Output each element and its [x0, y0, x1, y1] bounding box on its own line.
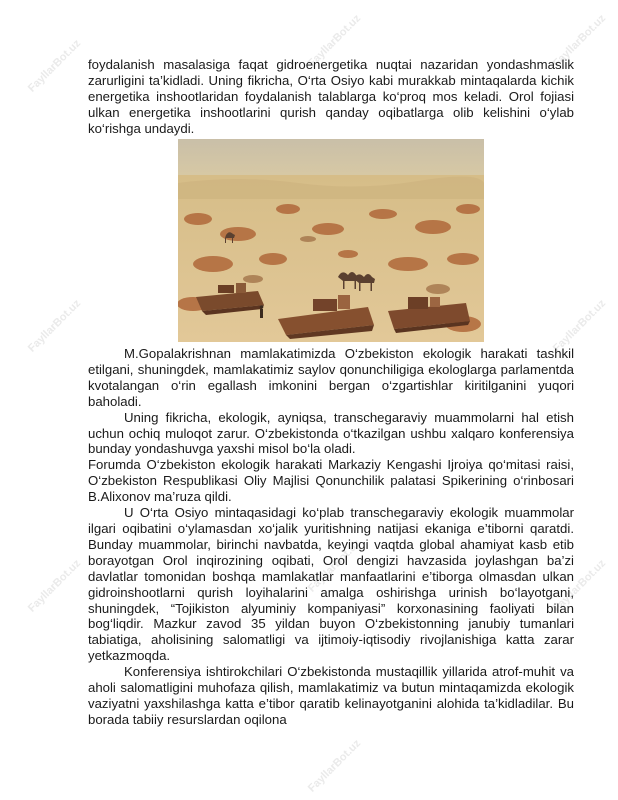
paragraph: Forumda O‘zbekiston ekologik harakati Markaziy Kengashi Ijroiya qo‘mitasi raisi, O‘zbekiston Respublikasi Oliy Majlisi Qonunchilik palatasi Spikerining o‘rinbosari B.Alixonov ma’ruza qildi.: [88, 457, 574, 505]
paragraph: Konferensiya ishtirokchilari O‘zbekistonda mustaqillik yillarida atrof-muhit va aholi salomatligini muhofaza qilish, mamlakatimiz va butun mintaqamizda ekologik vaziyatni yaxshilashga katta e’tibor qaratib kelinayotganini alohida ta’kidladilar. Bu borada tabiiy resurslardan oqilona: [88, 664, 574, 727]
paragraph: Uning fikricha, ekologik, ayniqsa, transchegaraviy muammolarni hal etish uchun ochiq muloqot zarur. O‘zbekistonda o‘tkazilgan ushbu xalqaro konferensiya bunday yondashuvga yaxshi misol bo‘la oladi.: [88, 409, 574, 457]
watermark: FayllarBot.uz: [25, 557, 84, 615]
watermark: FayllarBot.uz: [25, 297, 84, 355]
paragraph: U O‘rta Osiyo mintaqasidagi ko‘plab transchegaraviy ekologik muammolar ilgari oqibatini o‘ylamasdan xo‘jalik yuritishning natijasi ekaniga e’tiborni qaratdi. Bunday muammolar, birinchi navbatda, keyingi vaqtda global ahamiyat kasb etib borayotgan Orol inqirozining oqibati, Orol dengizi havzasida joylashgan ba’zi davlatlar tomonidan boshqa mamlakatlar manfaatlarini e’tiborga olmasdan ulkan gidroinshootlarni qurish loyihalarini amalga oshirishga urinish bo‘layotgani, shuningdek, “Tojikiston alyuminiy kompaniyasi” korxonasining faoliyati bilan bog‘liqdir. Mazkur zavod 35 yildan buyon O‘zbekistonning janubiy tumanlari tabiatiga, aholisining salomatligi va ijtimoiy-iqtisodiy rivojlanishiga katta zarar yetkazmoqda.: [88, 505, 574, 664]
watermark: FayllarBot.uz: [305, 537, 364, 595]
watermark: FayllarBot.uz: [550, 297, 609, 355]
text-block-top: [88, 57, 574, 137]
paragraph: foydalanish masalasiga faqat gidroenergetika nuqtai nazaridan yondashmaslik zarurligini ta’kidladi. Uning fikricha, O‘rta Osiyo kabi murakkab mintaqalarda kichik energetika inshootlaridan foydalanish talablarga ko‘proq mos keladi. Orol fojiasi ulkan energetika inshootlarini qurish qanday oqibatlarga olib kelishini o‘ylab ko‘rishga undaydi.: [88, 57, 574, 136]
watermark: FayllarBot.uz: [550, 12, 609, 70]
desert-ships-image: [178, 139, 484, 342]
watermark: FayllarBot.uz: [550, 557, 609, 615]
text-block-main: [88, 346, 574, 728]
watermark: FayllarBot.uz: [305, 12, 364, 70]
watermark: FayllarBot.uz: [25, 37, 84, 95]
photo-aral-sea-ships: [178, 139, 484, 342]
watermark: FayllarBot.uz: [305, 737, 364, 795]
paragraph: M.Gopalakrishnan mamlakatimizda O‘zbekiston ekologik harakati tashkil etilgani, shuningdek, mamlakatimiz saylov qonunchiligiga ekologlarga parlamentda kvotalangan o‘rin egallash imkonini bergan o‘zgartishlar kiritilganini yuqori baholadi.: [88, 346, 574, 409]
